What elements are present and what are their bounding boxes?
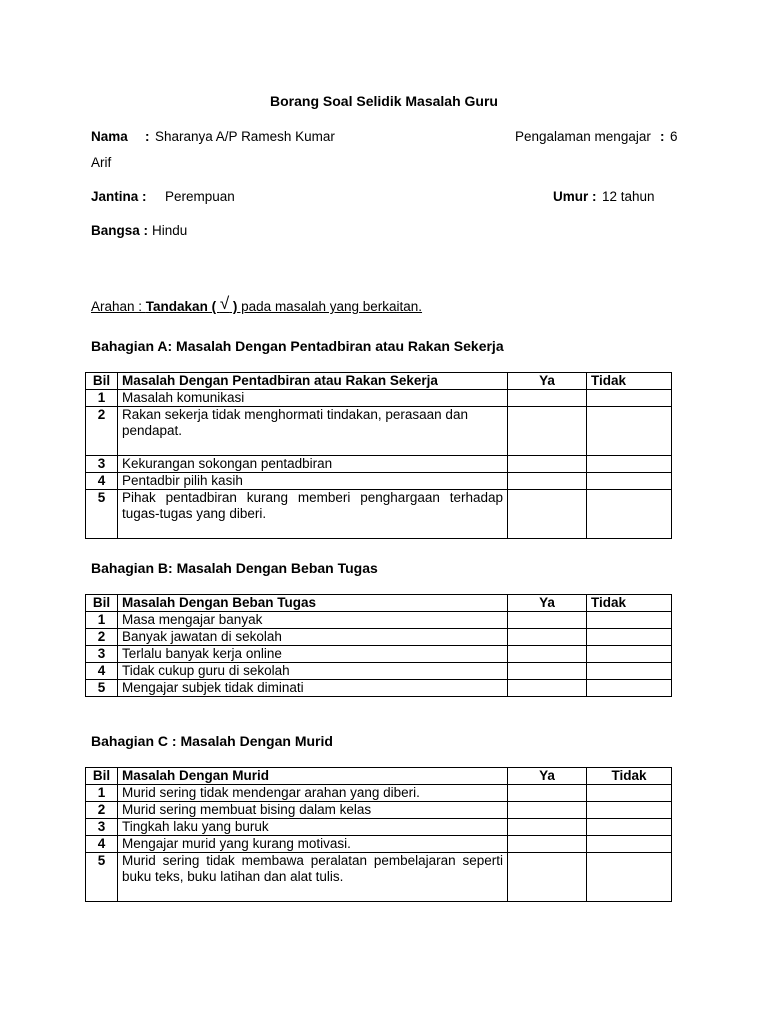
row-number: 4 <box>86 663 118 680</box>
row-text: Murid sering tidak membawa peralatan pembelajaran seperti buku teks, buku latihan dan alat tulis. <box>118 853 508 902</box>
pengalaman-value: 6 <box>670 129 678 144</box>
table-header-row <box>86 373 672 390</box>
row-text: Tidak cukup guru di sekolah <box>118 663 508 680</box>
row-number: 5 <box>86 490 118 539</box>
row-text: Masalah komunikasi <box>118 390 508 407</box>
table-row <box>86 853 672 902</box>
tidak-checkbox-cell[interactable] <box>587 663 672 680</box>
tidak-checkbox-cell[interactable] <box>587 819 672 836</box>
tidak-checkbox-cell[interactable] <box>587 473 672 490</box>
section-c-heading: Bahagian C : Masalah Dengan Murid <box>91 733 333 749</box>
tidak-checkbox-cell[interactable] <box>587 456 672 473</box>
col-masalah: Masalah Dengan Beban Tugas <box>118 595 508 612</box>
instruction-bold-a: Tandakan ( <box>145 299 220 314</box>
ya-checkbox-cell[interactable] <box>508 802 587 819</box>
row-number: 1 <box>86 390 118 407</box>
table-header-row <box>86 768 672 785</box>
jantina-label: Jantina : <box>91 189 147 204</box>
tidak-checkbox-cell[interactable] <box>587 612 672 629</box>
section-b-heading: Bahagian B: Masalah Dengan Beban Tugas <box>91 560 378 576</box>
bangsa-label: Bangsa : <box>91 223 149 238</box>
table-row <box>86 456 672 473</box>
row-number: 1 <box>86 785 118 802</box>
col-bil: Bil <box>86 595 118 612</box>
table-row <box>86 819 672 836</box>
col-ya: Ya <box>508 373 587 390</box>
row-text: Rakan sekerja tidak menghormati tindakan, perasaan dan pendapat. <box>118 407 508 456</box>
table-row <box>86 663 672 680</box>
row-number: 3 <box>86 646 118 663</box>
col-tidak: Tidak <box>587 595 672 612</box>
pengalaman-label: Pengalaman mengajar <box>515 129 651 144</box>
row-number: 2 <box>86 407 118 456</box>
table-row <box>86 646 672 663</box>
row-text: Murid sering membuat bising dalam kelas <box>118 802 508 819</box>
row-text: Banyak jawatan di sekolah <box>118 629 508 646</box>
ya-checkbox-cell[interactable] <box>508 785 587 802</box>
section-a-heading: Bahagian A: Masalah Dengan Pentadbiran atau Rakan Sekerja <box>91 338 504 354</box>
jantina-value: Perempuan <box>165 189 235 204</box>
ya-checkbox-cell[interactable] <box>508 853 587 902</box>
table-row <box>86 390 672 407</box>
section-a-table <box>85 372 672 539</box>
instruction-bold-b: ) <box>229 299 238 314</box>
nama-label: Nama <box>91 129 128 144</box>
col-bil: Bil <box>86 373 118 390</box>
row-text: Mengajar subjek tidak diminati <box>118 680 508 697</box>
row-text: Murid sering tidak mendengar arahan yang diberi. <box>118 785 508 802</box>
ya-checkbox-cell[interactable] <box>508 390 587 407</box>
row-number: 5 <box>86 853 118 902</box>
instruction <box>91 296 422 316</box>
row-number: 4 <box>86 836 118 853</box>
row-number: 5 <box>86 680 118 697</box>
ya-checkbox-cell[interactable] <box>508 473 587 490</box>
row-number: 3 <box>86 819 118 836</box>
row-text: Terlalu banyak kerja online <box>118 646 508 663</box>
table-row <box>86 785 672 802</box>
row-text: Masa mengajar banyak <box>118 612 508 629</box>
table-row <box>86 629 672 646</box>
ya-checkbox-cell[interactable] <box>508 490 587 539</box>
tidak-checkbox-cell[interactable] <box>587 680 672 697</box>
umur-label: Umur : <box>553 189 597 204</box>
table-row <box>86 680 672 697</box>
instruction-prefix: Arahan : <box>91 299 146 314</box>
row-text: Pihak pentadbiran kurang memberi penghargaan terhadap tugas-tugas yang diberi. <box>118 490 508 539</box>
ya-checkbox-cell[interactable] <box>508 612 587 629</box>
col-tidak: Tidak <box>587 768 672 785</box>
table-row <box>86 473 672 490</box>
tidak-checkbox-cell[interactable] <box>587 853 672 902</box>
row-number: 2 <box>86 802 118 819</box>
row-number: 4 <box>86 473 118 490</box>
col-masalah: Masalah Dengan Pentadbiran atau Rakan Sekerja <box>118 373 508 390</box>
ya-checkbox-cell[interactable] <box>508 407 587 456</box>
tidak-checkbox-cell[interactable] <box>587 802 672 819</box>
row-number: 3 <box>86 456 118 473</box>
tidak-checkbox-cell[interactable] <box>587 836 672 853</box>
row-text: Kekurangan sokongan pentadbiran <box>118 456 508 473</box>
col-ya: Ya <box>508 768 587 785</box>
table-row <box>86 407 672 456</box>
section-c-table <box>85 767 672 902</box>
table-row <box>86 802 672 819</box>
nama-value: Sharanya A/P Ramesh Kumar <box>155 129 335 144</box>
ya-checkbox-cell[interactable] <box>508 680 587 697</box>
nama-colon: : <box>145 129 150 144</box>
col-bil: Bil <box>86 768 118 785</box>
tidak-checkbox-cell[interactable] <box>587 390 672 407</box>
tidak-checkbox-cell[interactable] <box>587 629 672 646</box>
ya-checkbox-cell[interactable] <box>508 663 587 680</box>
row-text: Pentadbir pilih kasih <box>118 473 508 490</box>
umur-value: 12 tahun <box>602 189 655 204</box>
table-row <box>86 836 672 853</box>
col-masalah: Masalah Dengan Murid <box>118 768 508 785</box>
ya-checkbox-cell[interactable] <box>508 836 587 853</box>
tidak-checkbox-cell[interactable] <box>587 646 672 663</box>
col-tidak: Tidak <box>587 373 672 390</box>
ya-checkbox-cell[interactable] <box>508 629 587 646</box>
instruction-suffix: pada masalah yang berkaitan. <box>237 299 423 314</box>
ya-checkbox-cell[interactable] <box>508 456 587 473</box>
checkmark-icon: √ <box>219 294 230 313</box>
nama-continuation: Arif <box>91 155 112 170</box>
row-number: 2 <box>86 629 118 646</box>
ya-checkbox-cell[interactable] <box>508 819 587 836</box>
row-text: Mengajar murid yang kurang motivasi. <box>118 836 508 853</box>
pengalaman-colon: : <box>660 129 665 144</box>
bangsa-value: Hindu <box>152 223 188 238</box>
tidak-checkbox-cell[interactable] <box>587 407 672 456</box>
table-row <box>86 612 672 629</box>
row-number: 1 <box>86 612 118 629</box>
form-title: Borang Soal Selidik Masalah Guru <box>270 93 498 109</box>
tidak-checkbox-cell[interactable] <box>587 490 672 539</box>
table-header-row <box>86 595 672 612</box>
row-text: Tingkah laku yang buruk <box>118 819 508 836</box>
tidak-checkbox-cell[interactable] <box>587 785 672 802</box>
table-row <box>86 490 672 539</box>
col-ya: Ya <box>508 595 587 612</box>
ya-checkbox-cell[interactable] <box>508 646 587 663</box>
section-b-table <box>85 594 672 697</box>
